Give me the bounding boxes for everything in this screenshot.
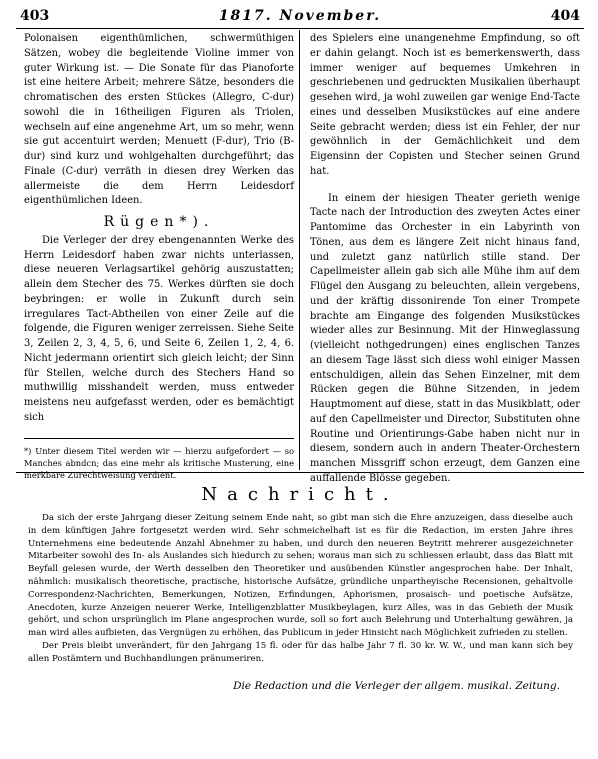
- newspaper-page: [6, 4, 594, 754]
- right-paragraph-1: des Spielers eine unangenehme Empfindung, so oft er dahin gelangt. Noch ist es bemerkenswerth, dass immer weniger auf bequemes Umkehren in geschriebenen und gedruckten Musikalien überhaupt gesehen wird, ja wohl zuweilen gar wenige End-Tacte eines und desselben Musikstückes auf eine andere Seite gebracht werden; diess ist ein Fehler, der nur gewöhnlich in der Gemächlichkeit und dem Eigensinn der Copisten und Stecher seinen Grund hat.: [310, 33, 580, 177]
- nachricht-paragraph-1: Da sich der erste Jahrgang dieser Zeitung seinem Ende naht, so gibt man sich die Ehre anzuzeigen, dass dieselbe auch in dem künftigen Jahre fortgesetzt werden wird. Sehr schmeichelhaft ist es für die Redaction, im ersten Jahre ihres Unternehmens eine bedeutende Anzahl Abnehmer zu haben, und durch den neueren Beytritt mehrerer ausgezeichneter Mitarbeiter sowohl des In- als Auslandes sich hiedurch zu sehen; woraus man sich zu schliessen erlaubt, dass das Blatt mit Beyfall gelesen wurde, der Werth desselben den Theoretiker und ausübenden Künstler angesprochen habe. Der Inhalt, nähmlich: musikalisch theoretische, practische, historische Aufsätze, gründliche unpartheyische Recensionen, gehaltvolle Correspondenz-Nachrichten, Bemerkungen, Notizen, Erfindungen, Aphorismen, prosaisch- und poetische Aufsätze, Anecdoten, kurze Anzeigen neuerer Werke, Intelligenzblatter Musikbeylagen, kurz Alles, was in das Gebieth der Musik gehört, und schon ursprünglich im Plane angesprochen wurde, soll so fort auch Belehrung und Unterhaltung gewähren, ja man wird alles aufbieten, das Vergnügen zu erhöhen, das Publicum in jeder Hinsicht nach Möglichkeit zufrieden zu stellen.: [28, 513, 573, 639]
- footnote-rule: [24, 438, 294, 439]
- page-header: [16, 8, 584, 28]
- section-heading-rugen: Rügen*).: [103, 214, 215, 230]
- signature: Die Redaction und die Verleger der allgem. musikal. Zeitung.: [233, 680, 560, 692]
- column-divider: [299, 30, 300, 470]
- page-number-left: 403: [20, 8, 50, 24]
- left-paragraph-1: Polonaisen eigenthümlichen, schwermüthigen Sätzen, wobey die begleitende Violine immer von guter Wirkung ist. — Die Sonate für das Pianoforte ist eine heitere Arbeit; mehrere Sätze, besonders die chromatischen des ersten Stückes (Allegro, C-dur) sowohl die in 16theiligen Figuren als Triolen, wechseln auf eine angenehme Art, um so mehr, wenn sie gut accentuirt werden; Menuett (F-dur), Trio (B-dur) sind kurz und wohlgehalten durchgeführt; das Finale (C-dur) verräth in diesen drey Werken das allermeiste die dem Herrn Leidesdorf eigenthümlichen Ideen.: [24, 33, 294, 207]
- left-paragraph-2: Die Verleger der drey ebengenannten Werke des Herrn Leidesdorf haben zwar nichts unterlassen, diese neueren Verlagsartikel gehörig auszustatten; allein dem Stecher des 75. Werkes dürften sie doch beybringen: er wolle in Zukunft durch sein irregulares Tact-Abtheilen von einer Zeile auf die folgende, die Figuren weniger zerreissen. Siehe Seite 3, Zeilen 2, 3, 4, 5, 6, und Seite 6, Zeilen 1, 2, 4, 6. Nicht jedermann orientirt sich gleich leicht; der Sinn für Stellen, welche durch des Stechers Hand so muthwillig misshandelt werden, muss entweder meistens neu aufgefasst werden, oder es bemächtigt sich: [24, 234, 294, 423]
- footnote: *) Unter diesem Titel werden wir — hierzu aufgefordert — so Manches abndcn; das eine mehr als kritische Musterung, eine merkbare Zurechtweisung verdient.: [24, 445, 294, 480]
- left-column: [24, 32, 294, 481]
- section-rule: [16, 472, 584, 473]
- nachricht-body: [28, 512, 573, 666]
- right-paragraph-2: In einem der hiesigen Theater gerieth wenige Tacte nach der Introduction des zweyten Actes einer Pantomime das Orchester in ein Labyrinth von Tönen, aus dem es längere Zeit nicht hinaus fand, und zuletzt ganz natürlich stille stand. Der Capellmeister allein gab sich alle Mühe ihm auf dem Flügel den Ausgang zu beleuchten, allein vergebens, und der kräftig dissonirende Ton einer Trompete brachte am Eingange des folgenden Musikstückes wieder alles zur Besinnung. Mit der Hinweglassung (vielleicht nothgedrungen) eines englischen Tanzes an diesem Tage lässt sich diess wohl einiger Massen entschuldigen, allein das Sehen Einzelner, mit dem Rücken gegen die Bühne Sitzenden, in jedem Hauptmoment auf diese, statt in das Musikblatt, oder auf den Capellmeister und Director, Substituten ohne Routine und Orientirungs-Gabe haben nicht nur in diesem, sondern auch in andern Theater-Orchestern manchen Missgriff schon erzeugt, dem Ganzen eine auffallende Blösse gegeben.: [310, 192, 580, 484]
- nachricht-title: Nachricht.: [201, 484, 399, 505]
- header-rule: [16, 28, 584, 29]
- header-date: 1817. November.: [218, 8, 382, 24]
- page-number-right: 404: [550, 8, 580, 24]
- right-column: [310, 32, 580, 487]
- nachricht-paragraph-2: Der Preis bleibt unverändert, für den Jahrgang 15 fl. oder für das halbe Jahr 7 fl. 30 kr. W. W., und man kann sich bey allen Postämtern und Buchhandlungen pränumeriren.: [28, 640, 573, 664]
